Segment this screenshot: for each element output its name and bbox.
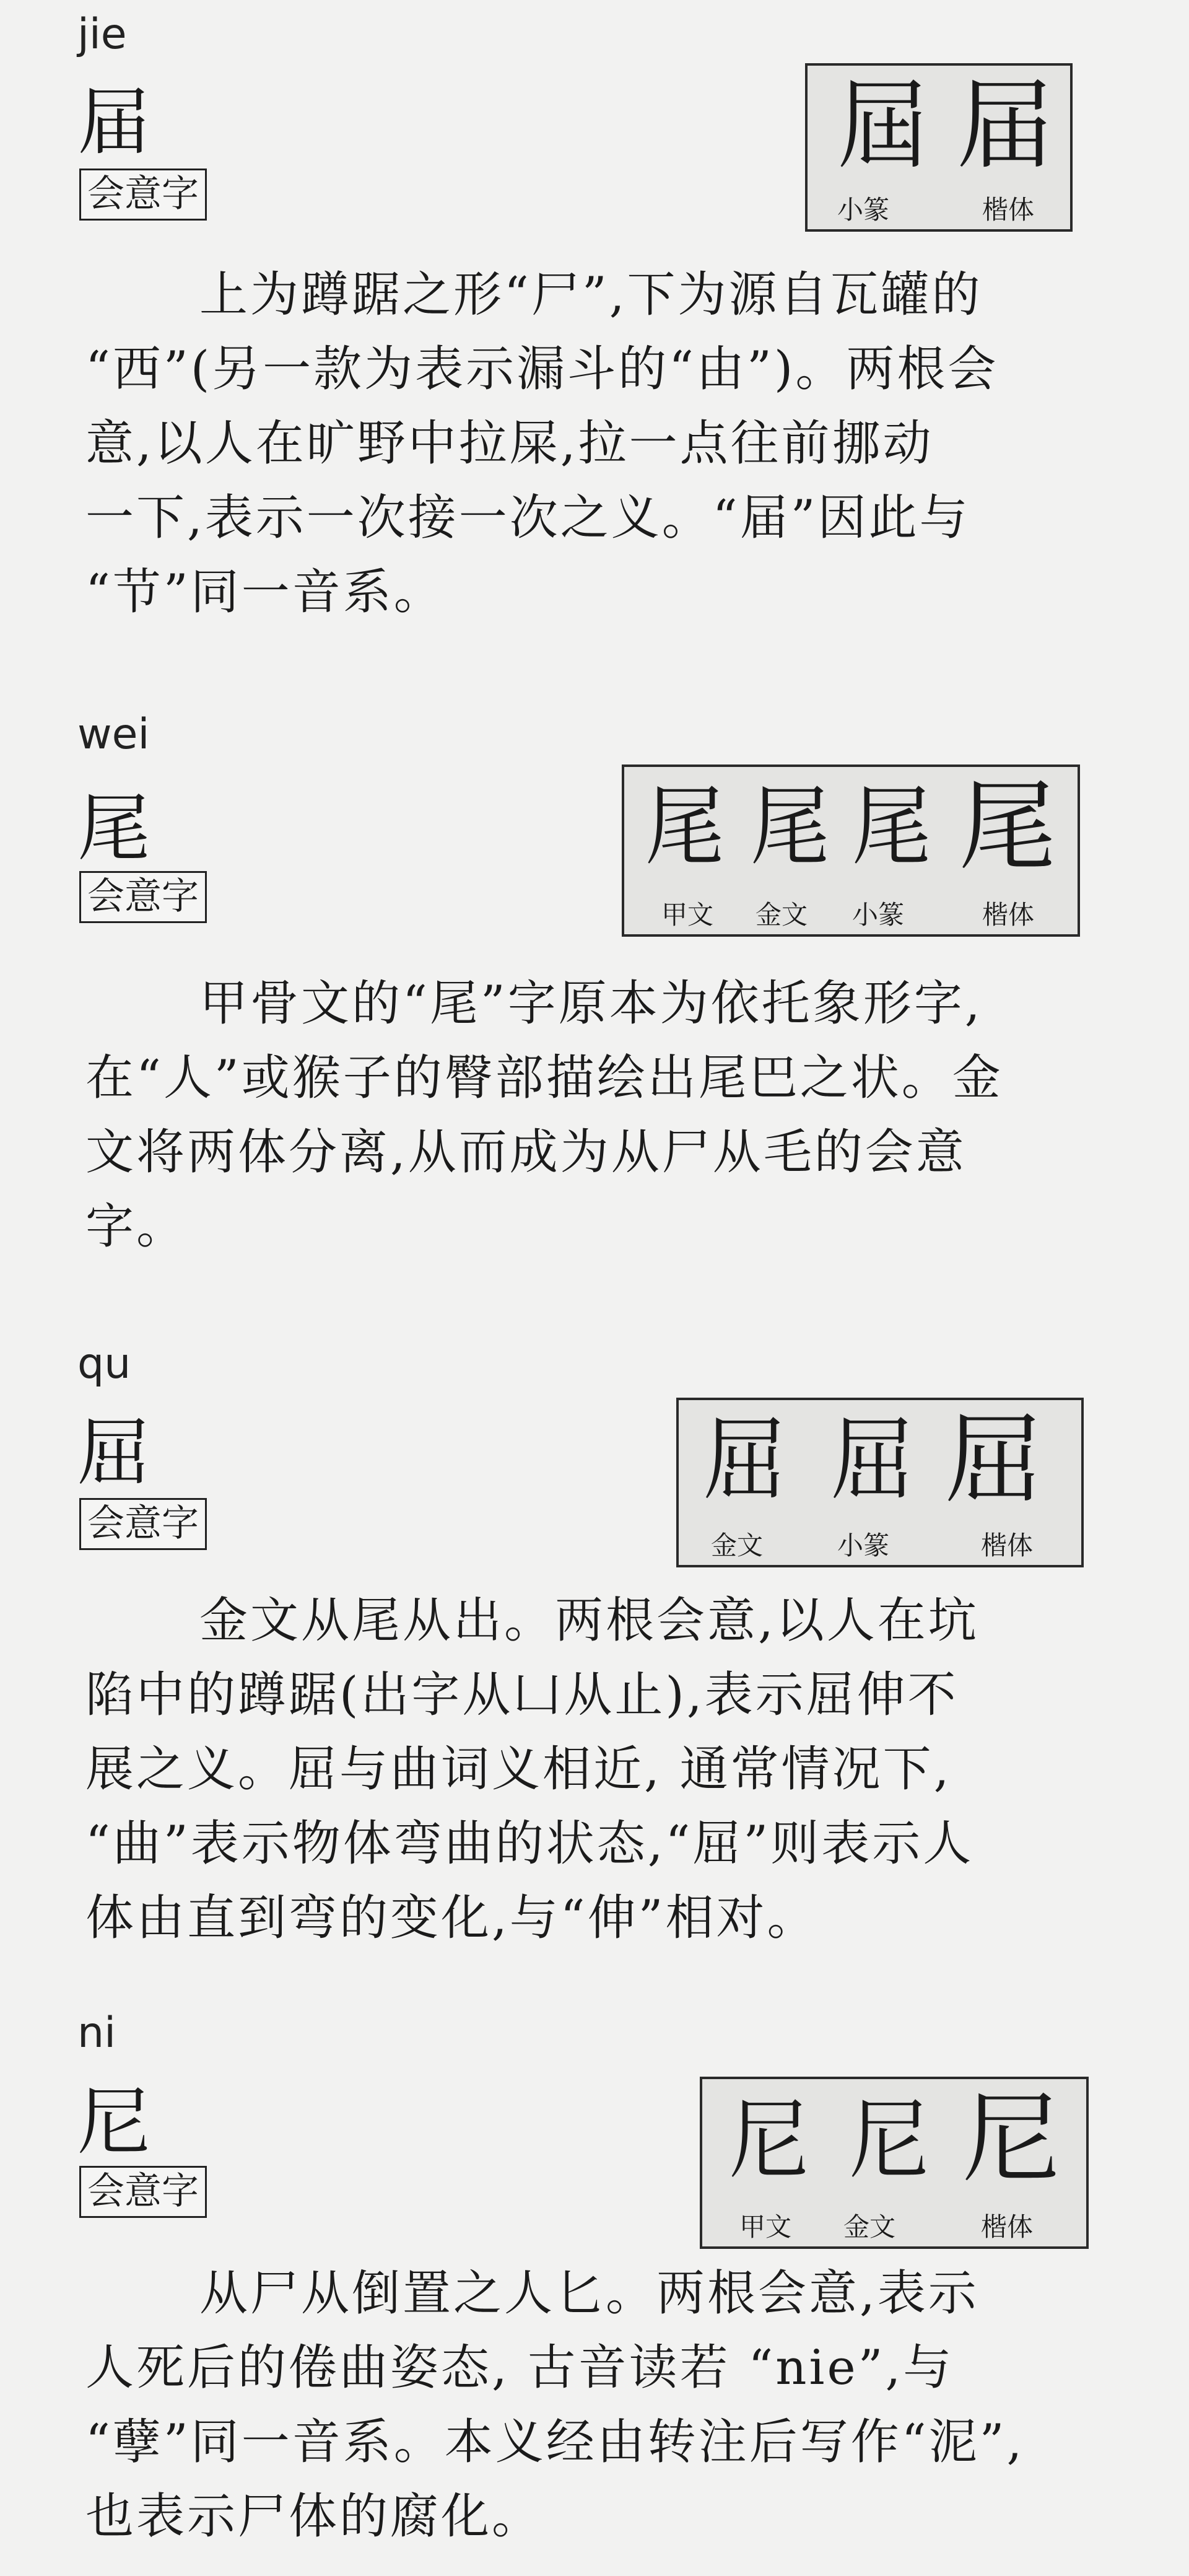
glyph-bronze: 尼	[849, 2090, 927, 2191]
character-type-tag: 会意字	[79, 2166, 207, 2218]
glyph-label: 楷体	[981, 1530, 1034, 1561]
explanation-paragraph	[85, 258, 1107, 629]
paragraph-line: 甲骨文的“尾”字原本为依托象形字,	[199, 976, 983, 1032]
character-type-tag: 会意字	[79, 1498, 207, 1550]
explanation-paragraph	[85, 966, 1107, 1264]
paragraph-line: 金文从尾从出。两根会意,以人在坑	[199, 1593, 979, 1649]
paragraph-line: 体由直到弯的变化,与“伸”相对。	[85, 1890, 818, 1946]
glyph-label: 甲文	[739, 2212, 792, 2242]
head-character: 届	[77, 79, 151, 165]
script-forms-box	[622, 764, 1080, 937]
paragraph-line: “曲”表示物体弯曲的状态,“屈”则表示人	[85, 1816, 974, 1872]
glyph-label: 甲文	[661, 900, 714, 930]
glyph-bronze: 尾	[750, 777, 828, 878]
paragraph-line: 文将两体分离,从而成为从尸从毛的会意	[85, 1124, 967, 1180]
script-forms-box	[805, 63, 1073, 232]
explanation-paragraph	[85, 2256, 1107, 2554]
paragraph-line: “孽”同一音系。本义经由转注后写作“泥”,	[85, 2414, 1025, 2470]
glyph-label: 小篆	[837, 1530, 890, 1561]
script-forms-box	[700, 2077, 1089, 2249]
glyph-label: 小篆	[837, 195, 890, 225]
paragraph-line: 一下,表示一次接一次之义。“届”因此与	[85, 490, 970, 546]
pinyin: jie	[77, 10, 127, 59]
paragraph-line: 意,以人在旷野中拉屎,拉一点往前挪动	[85, 416, 934, 471]
paragraph-line: 展之义。屈与曲词义相近, 通常情况下,	[85, 1741, 952, 1797]
glyph-regular-script: 尼	[962, 2082, 1060, 2196]
glyph-label: 金文	[756, 900, 808, 930]
pinyin: wei	[77, 710, 150, 759]
glyph-label: 楷体	[982, 195, 1035, 225]
glyph-oracle-bone: 尼	[729, 2090, 807, 2191]
glyph-regular-script: 尾	[959, 770, 1056, 884]
head-character: 屈	[77, 1410, 151, 1496]
character-type-tag: 会意字	[79, 871, 207, 923]
paragraph-line: 从尸从倒置之人匕。两根会意,表示	[199, 2266, 979, 2321]
glyph-label: 楷体	[981, 2212, 1034, 2242]
glyph-regular-script: 屈	[945, 1403, 1043, 1517]
paragraph-line: 人死后的倦曲姿态, 古音读若 “nie”,与	[85, 2340, 954, 2396]
character-type-tag: 会意字	[79, 169, 207, 221]
explanation-paragraph	[85, 1584, 1107, 1955]
glyph-small-seal: 屈	[830, 1408, 912, 1513]
pinyin: qu	[77, 1339, 131, 1388]
paragraph-line: 也表示尸体的腐化。	[85, 2489, 543, 2544]
head-character: 尼	[77, 2079, 151, 2165]
paragraph-line: 陷中的蹲踞(出字从凵从止),表示屈伸不	[85, 1667, 959, 1723]
glyph-label: 金文	[711, 1530, 764, 1561]
paragraph-line: “节”同一音系。	[85, 564, 445, 620]
pinyin: ni	[77, 2009, 116, 2057]
paragraph-line: 字。	[85, 1199, 188, 1255]
paragraph-line: “西”(另一款为表示漏斗的“由”)。两根会	[85, 341, 999, 397]
glyph-bronze: 屈	[703, 1408, 785, 1513]
script-forms-box	[676, 1398, 1084, 1567]
paragraph-line: 上为蹲踞之形“尸”,下为源自瓦罐的	[199, 267, 983, 323]
glyph-small-seal: 尾	[851, 777, 930, 878]
glyph-label: 楷体	[982, 900, 1035, 930]
glyph-label: 小篆	[852, 900, 905, 930]
glyph-oracle-bone: 尾	[645, 777, 723, 878]
glyph-regular-script: 届	[956, 69, 1054, 183]
glyph-small-seal: 屆	[837, 69, 925, 183]
glyph-label: 金文	[843, 2212, 896, 2242]
paragraph-line: 在“人”或猴子的臀部描绘出尾巴之状。金	[85, 1050, 1003, 1106]
head-character: 尾	[77, 786, 151, 871]
